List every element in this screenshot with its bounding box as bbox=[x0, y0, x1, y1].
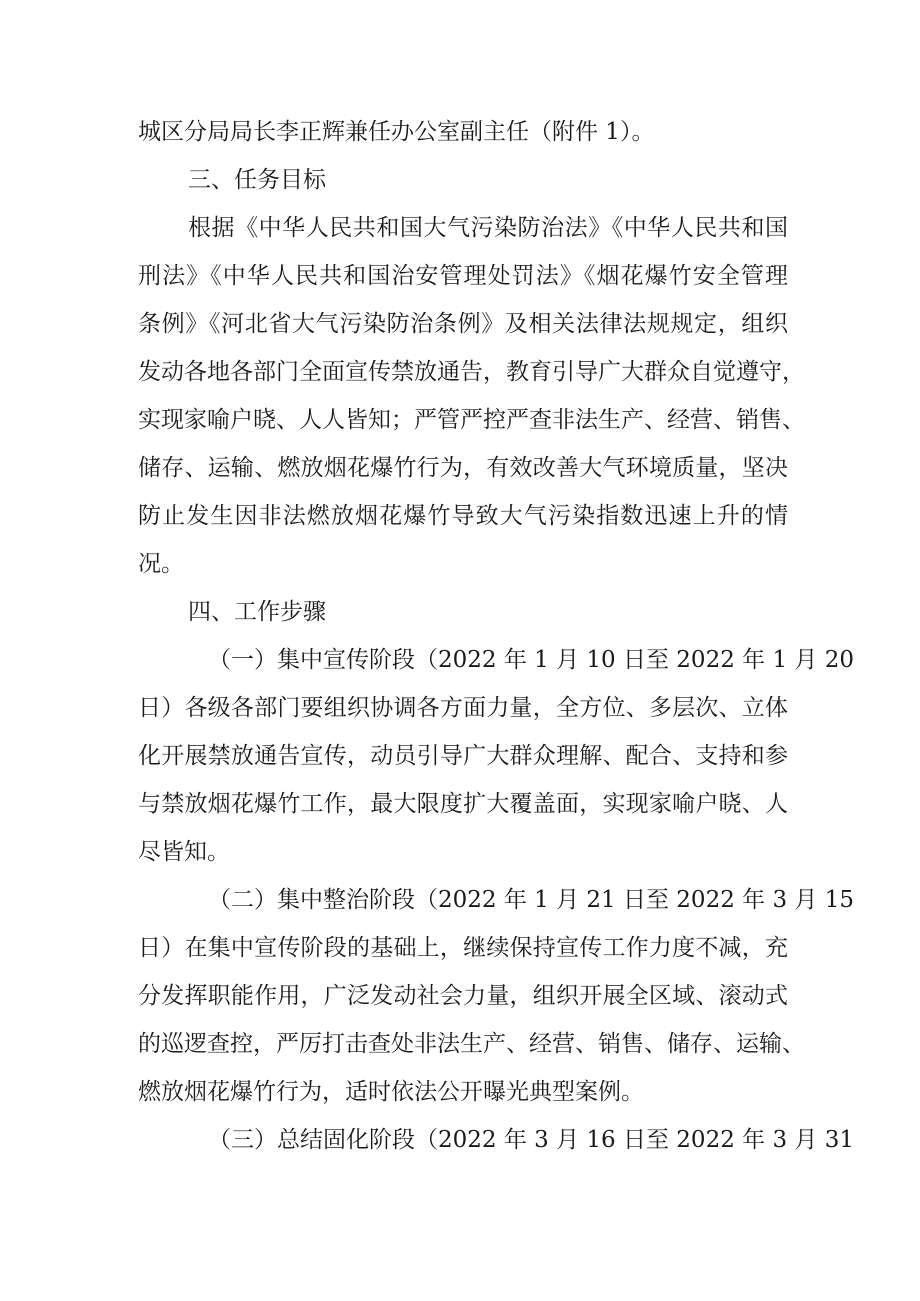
text-line: 燃放烟花爆竹行为，适时依法公开曝光典型案例。 bbox=[138, 1079, 644, 1105]
section-heading: 四、工作步骤 bbox=[188, 599, 326, 625]
text-line: 条例》《河北省大气污染防治条例》及相关法律法规规定，组织 bbox=[138, 311, 788, 337]
text-line: 尽皆知。 bbox=[138, 839, 230, 865]
text-line: 储存、运输、燃放烟花爆竹行为，有效改善大气环境质量，坚决 bbox=[138, 455, 788, 481]
text-line: 的巡逻查控，严厉打击查处非法生产、经营、销售、储存、运输、 bbox=[138, 1031, 805, 1057]
text-line: 防止发生因非法燃放烟花爆竹导致大气污染指数迅速上升的情 bbox=[138, 503, 788, 529]
section-heading: 三、任务目标 bbox=[188, 167, 326, 193]
text-line: （三）总结固化阶段（2022 年 3 月 16 日至 2022 年 3 月 31 bbox=[208, 1127, 854, 1153]
text-line: 实现家喻户晓、人人皆知；严管严控严查非法生产、经营、销售、 bbox=[138, 407, 805, 433]
text-line: 发动各地各部门全面宣传禁放通告，教育引导广大群众自觉遵守， bbox=[138, 359, 805, 385]
text-line: （一）集中宣传阶段（2022 年 1 月 10 日至 2022 年 1 月 20 bbox=[208, 647, 854, 673]
text-line: 况。 bbox=[138, 551, 184, 577]
text-line: 日）在集中宣传阶段的基础上，继续保持宣传工作力度不减，充 bbox=[138, 935, 788, 961]
text-line: 与禁放烟花爆竹工作，最大限度扩大覆盖面，实现家喻户晓、人 bbox=[138, 791, 788, 817]
text-line: 城区分局局长李正辉兼任办公室副主任（附件 1）。 bbox=[138, 119, 655, 145]
text-line: 根据《中华人民共和国大气污染防治法》《中华人民共和国 bbox=[188, 215, 788, 241]
text-line: 刑法》《中华人民共和国治安管理处罚法》《烟花爆竹安全管理 bbox=[138, 263, 788, 289]
text-line: 分发挥职能作用，广泛发动社会力量，组织开展全区域、滚动式 bbox=[138, 983, 788, 1009]
text-line: （二）集中整治阶段（2022 年 1 月 21 日至 2022 年 3 月 15 bbox=[208, 887, 854, 913]
text-line: 化开展禁放通告宣传，动员引导广大群众理解、配合、支持和参 bbox=[138, 743, 788, 769]
text-line: 日）各级各部门要组织协调各方面力量，全方位、多层次、立体 bbox=[138, 695, 788, 721]
